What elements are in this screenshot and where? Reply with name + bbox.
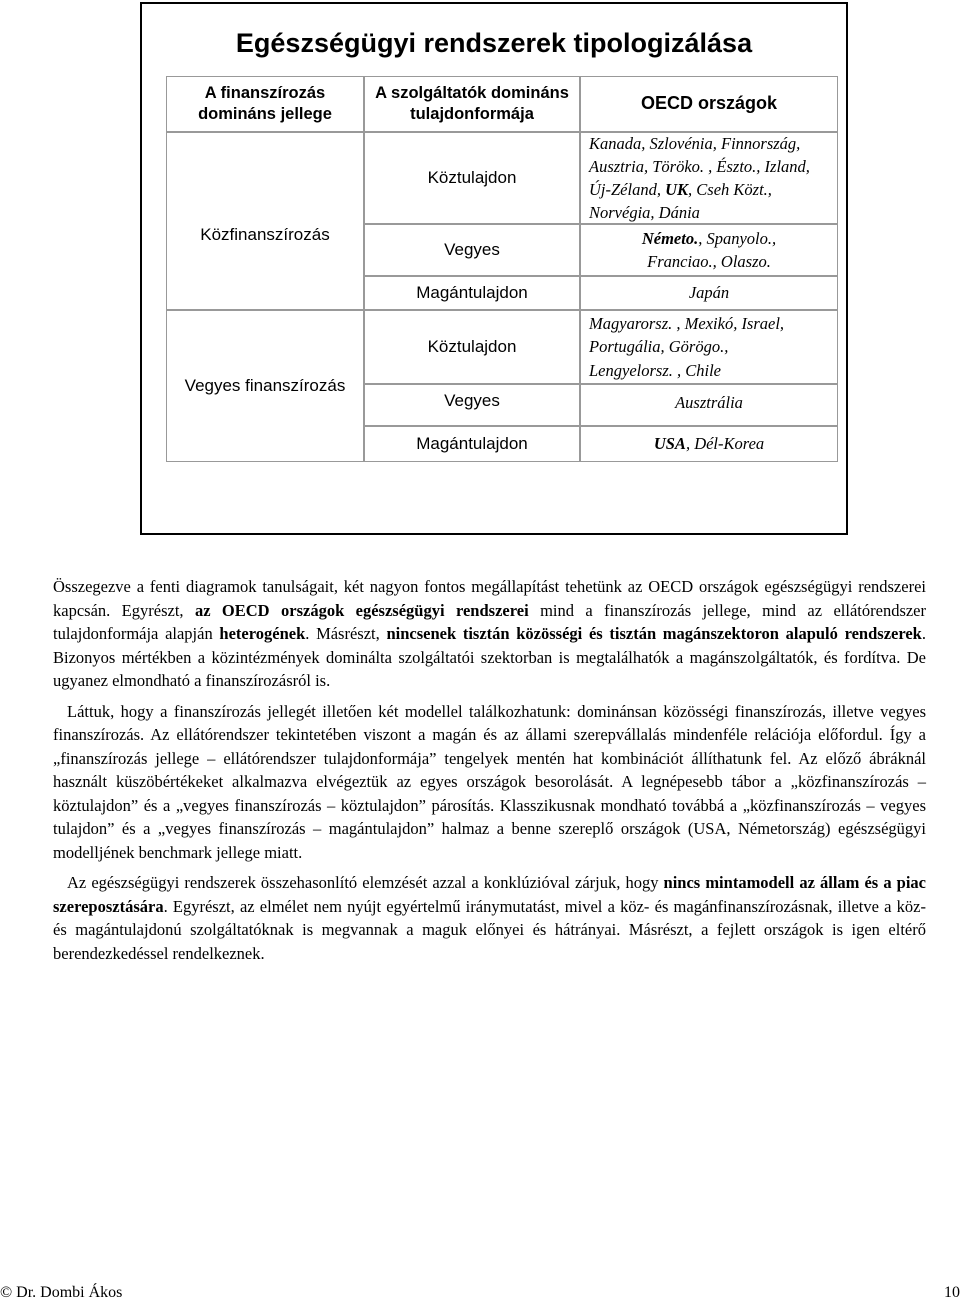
- countries-mixed-mixed: Ausztrália: [580, 384, 838, 426]
- ownership-public-1: Köztulajdon: [364, 132, 580, 224]
- countries-public-public: Kanada, Szlovénia, Finnország, Ausztria, Töröko. , Észto., Izland, Új-Zéland, UK, Cseh Közt., Norvégia, Dánia: [580, 132, 838, 224]
- ownership-private-1: Magántulajdon: [364, 276, 580, 310]
- paragraph-2: Láttuk, hogy a finanszírozás jellegét illetően két modellel találkozhatunk: dominánsan közösségi finanszírozás, illetve vegyes finanszírozás. Az ellátórendszer tekintetében viszont a magán és az állami szerepvállalás mindenféle relációja előfordul. Így a „finanszírozás jellege – ellátórendszer tulajdonformája” tengelyek mentén hat kombinációt állíthatunk fel. Az előző ábráknál használt küszöbértékeket alkalmazva elvégeztük az egyes országok besorolását. A legnépesebb tábor a „közfinanszírozás – köztulajdon” és a „vegyes finanszírozás – köztulajdon” párosítás. Klasszikusnak mondható továbbá a „közfinanszírozás – vegyes tulajdon” és a „vegyes finanszírozás – magántulajdon” halmaz a benne szereplő országok (USA, Németország) egészségügyi modelljének benchmark jellege miatt.: [53, 701, 926, 862]
- financing-mixed: Vegyes finanszírozás: [166, 310, 364, 462]
- ownership-mixed-2: Vegyes: [364, 384, 580, 426]
- typology-figure: [140, 2, 848, 535]
- financing-public: Közfinanszírozás: [166, 132, 364, 310]
- paragraph-1: Összegezve a fenti diagramok tanulságait, két nagyon fontos megállapítást tehetünk az OECD országok egészségügyi rendszerei kapcsán. Egyrészt, az OECD országok egészségügyi rendszerei mind a finanszírozás jellege, mind az ellátórendszer tulajdonformája alapján heterogének. Másrészt, nincsenek tisztán közösségi és tisztán magánszektoron alapuló rendszerek. Bizonyos mértékben a közintézmények dominálta szolgáltatói szektorban is megtalálhatók a magánszolgáltatók, és fordítva. De ugyanez elmondható a finanszírozásról is.: [53, 577, 927, 690]
- header-countries: OECD országok: [580, 76, 838, 132]
- paragraph-3: Az egészségügyi rendszerek összehasonlító elemzését azzal a konklúzióval zárjuk, hogy nincs mintamodell az állam és a piac szereposztására. Egyrészt, az elmélet nem nyújt egyértelmű iránymutatást, mivel a köz- és magánfinanszírozásnak, illetve a köz- és magántulajdonú szolgáltatóknak is megvannak a maguk előnyei és hátrányai. Másrészt, a fejlett országok is igen eltérő berendezkedéssel rendelkeznek.: [53, 873, 926, 963]
- ownership-public-2: Köztulajdon: [364, 310, 580, 384]
- ownership-private-2: Magántulajdon: [364, 426, 580, 462]
- header-financing: A finanszírozás domináns jellege: [166, 76, 364, 132]
- countries-mixed-public: Magyarorsz. , Mexikó, Israel, Portugália, Görögo., Lengyelorsz. , Chile: [580, 310, 838, 384]
- figure-title: Egészségügyi rendszerek tipologizálása: [235, 28, 753, 58]
- countries-mixed-private: USA, Dél-Korea: [580, 426, 838, 462]
- ownership-mixed-1: Vegyes: [364, 224, 580, 276]
- footer-author: © Dr. Dombi Ákos: [0, 1284, 123, 1301]
- countries-public-private: Japán: [580, 276, 838, 310]
- page-number: 10: [944, 1284, 960, 1301]
- countries-public-mixed: Németo., Spanyolo., Franciao., Olaszo.: [580, 224, 838, 276]
- body-text: [53, 575, 926, 965]
- header-ownership: A szolgáltatók domináns tulajdonformája: [364, 76, 580, 132]
